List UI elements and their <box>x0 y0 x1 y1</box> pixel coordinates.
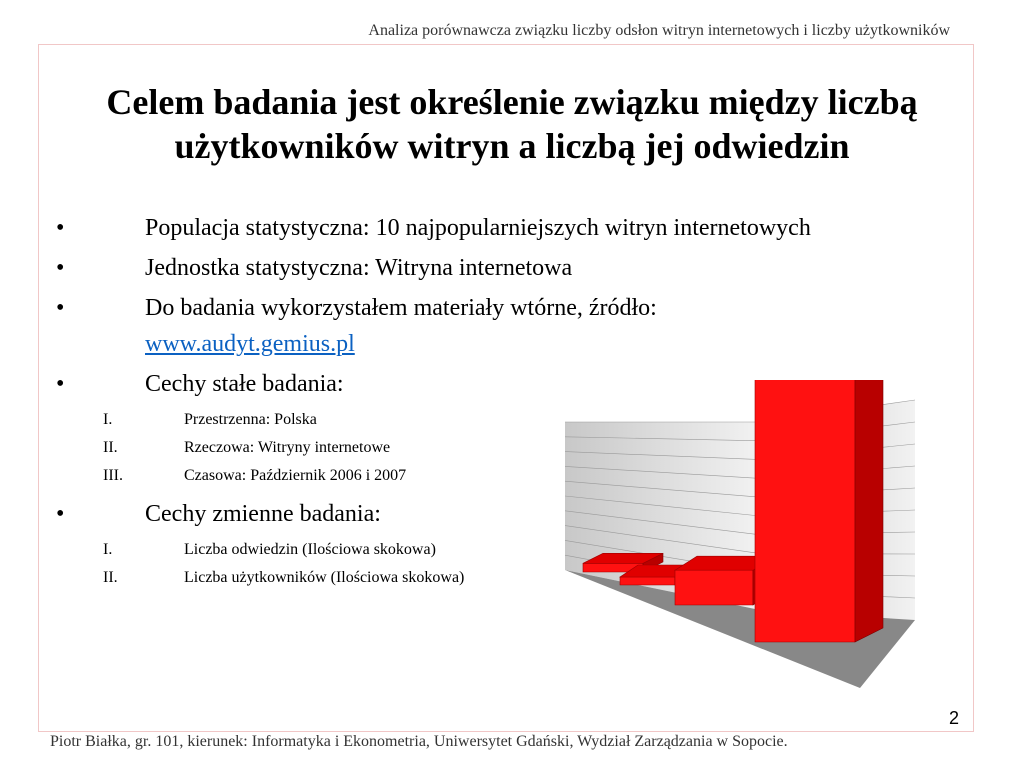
bullet-text: Cechy stałe badania: <box>145 371 344 397</box>
bar-front <box>620 577 675 585</box>
bar <box>755 380 883 642</box>
slide-title-line-2: użytkowników witryn a liczbą jej odwiedzin <box>174 126 850 166</box>
sub-item-text: Liczba odwiedzin (Ilościowa skokowa) <box>184 541 436 558</box>
sub-item-number: I. <box>103 411 113 428</box>
bullet-text: Populacja statystyczna: 10 najpopularniejszych witryn internetowych <box>145 215 811 241</box>
bullet-dot: • <box>56 295 65 321</box>
bar-side <box>855 380 883 642</box>
frame-bottom-line <box>38 731 974 732</box>
bullet-text <box>40 290 960 362</box>
frame-top-line <box>38 44 974 45</box>
bullet-text-main: Do badania wykorzystałem materiały wtórne, źródło: <box>145 295 657 321</box>
bar-front <box>675 570 753 605</box>
bullet-dot: • <box>56 371 65 397</box>
source-link[interactable]: www.audyt.gemius.pl <box>145 331 355 357</box>
bar-front <box>755 380 855 642</box>
sub-item-number: III. <box>103 467 123 484</box>
sub-item-number: I. <box>103 541 113 558</box>
bullet-dot: • <box>56 501 65 527</box>
bullet-dot: • <box>56 255 65 281</box>
bullet-item <box>40 250 960 286</box>
sub-item-text: Rzeczowa: Witryny internetowe <box>184 439 391 456</box>
page-number: 2 <box>949 708 960 728</box>
sub-item-text: Liczba użytkowników (Ilościowa skokowa) <box>184 569 465 586</box>
sub-item-text: Przestrzenna: Polska <box>184 411 317 428</box>
slide-title-line-1: Celem badania jest określenie związku między liczbą <box>106 82 918 122</box>
frame-left-line <box>38 44 39 732</box>
header-title: Analiza porównawcza związku liczby odsłon witryn internetowych i liczby użytkowników <box>368 22 950 39</box>
sub-item-number: II. <box>103 439 118 456</box>
footer-text: Piotr Białka, gr. 101, kierunek: Informatyka i Ekonometria, Uniwersytet Gdański, Wydział Zarządzania w Sopocie. <box>50 733 788 750</box>
bullet-item <box>40 290 960 362</box>
bar-chart-3d <box>555 380 935 700</box>
bullet-text: Jednostka statystyczna: Witryna internetowa <box>145 255 573 281</box>
bullet-dot: • <box>56 215 65 241</box>
bullet-text: Cechy zmienne badania: <box>145 501 381 527</box>
bullet-item <box>40 210 960 246</box>
sub-item-number: II. <box>103 569 118 586</box>
slide-title <box>40 80 984 168</box>
sub-item-text: Czasowa: Październik 2006 i 2007 <box>184 467 407 484</box>
